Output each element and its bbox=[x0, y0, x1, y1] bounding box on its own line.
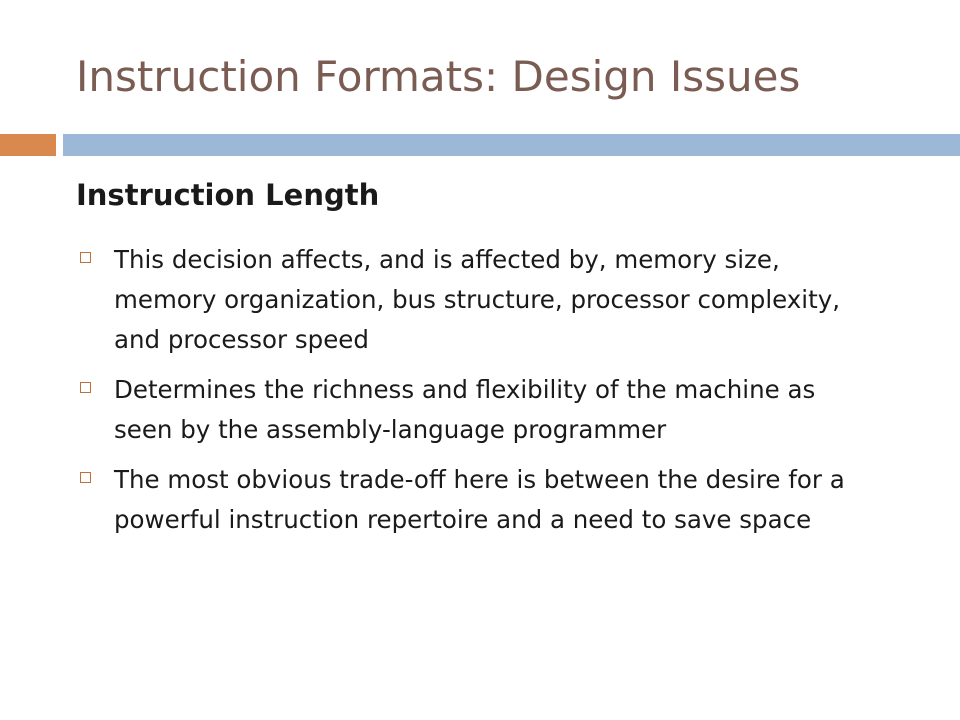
accent-bar-orange bbox=[0, 134, 56, 156]
hollow-square-icon bbox=[80, 382, 91, 393]
accent-bar-blue bbox=[63, 134, 960, 156]
hollow-square-icon bbox=[80, 252, 91, 263]
slide-title: Instruction Formats: Design Issues bbox=[76, 52, 801, 101]
bullet-text: Determines the richness and flexibility of the machine as seen by the assembly-language programmer bbox=[114, 375, 816, 444]
bullet-item bbox=[76, 370, 876, 450]
bullet-list bbox=[76, 240, 876, 550]
bullet-text: The most obvious trade-off here is between the desire for a powerful instruction repertoire and a need to save space bbox=[114, 465, 845, 534]
hollow-square-icon bbox=[80, 472, 91, 483]
bullet-item bbox=[76, 240, 876, 360]
slide-subtitle: Instruction Length bbox=[76, 178, 380, 212]
bullet-item bbox=[76, 460, 876, 540]
bullet-text: This decision affects, and is affected by, memory size, memory organization, bus structure, processor complexity, and processor speed bbox=[114, 245, 840, 354]
